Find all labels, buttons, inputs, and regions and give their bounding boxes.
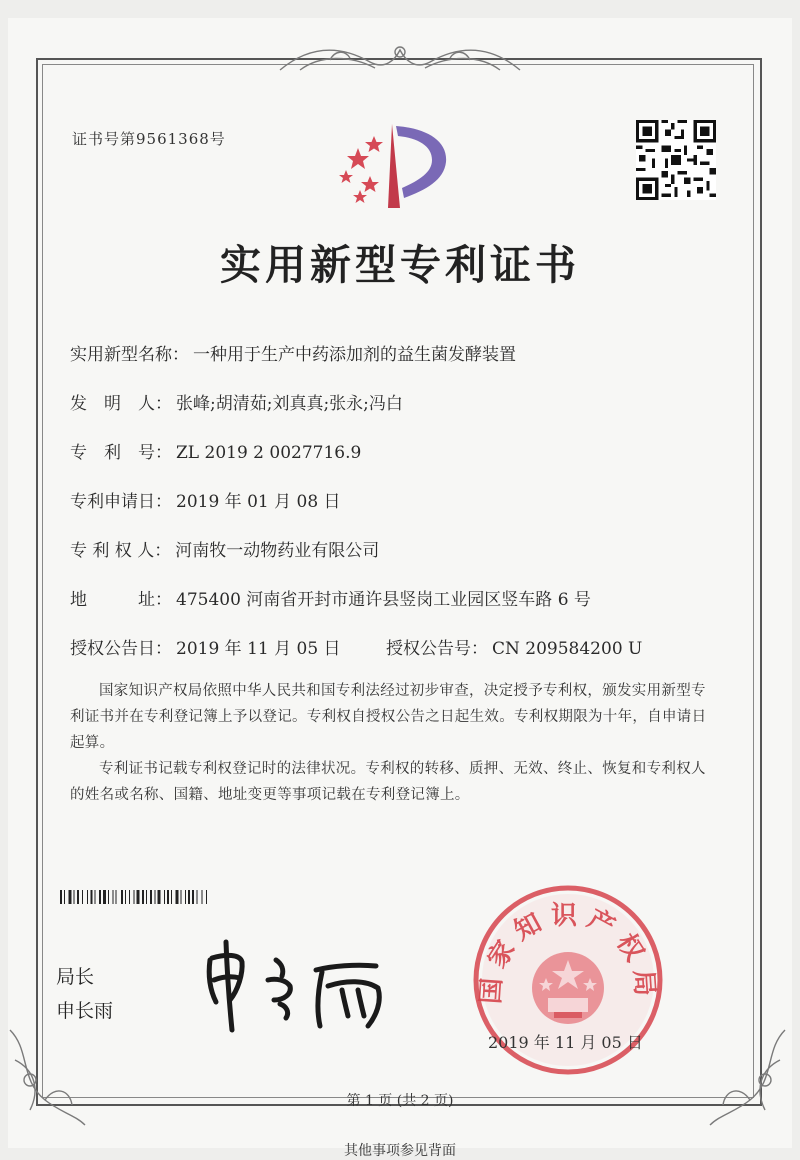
field-value: 475400 河南省开封市通许县竖岗工业园区竖车路 6 号	[176, 590, 591, 610]
cnipa-logo-icon	[330, 118, 460, 213]
top-ornament-icon	[270, 40, 530, 80]
field-value: 一种用于生产中药添加剂的益生菌发酵装置	[193, 345, 516, 365]
field-label: 发 明 人：	[70, 394, 172, 414]
field-label: 专 利 号：	[70, 443, 172, 463]
grant-date	[70, 634, 341, 659]
grant-number	[386, 634, 642, 659]
field-value: 2019 年 01 月 08 日	[176, 492, 341, 512]
seal-date: 2019 年 11 月 05 日	[488, 1033, 643, 1052]
field-address	[70, 585, 591, 610]
certificate-number: 证书号第9561368号	[72, 130, 226, 148]
field-value: ZL 2019 2 0027716.9	[176, 443, 362, 463]
certificate-title: 实用新型专利证书	[220, 241, 580, 289]
director-title: 局长	[56, 966, 95, 988]
bottom-left-ornament-icon	[0, 1020, 90, 1130]
field-label: 专 利 权 人：	[70, 541, 172, 561]
field-application-date	[70, 487, 341, 512]
field-value: 河南牧一动物药业有限公司	[175, 541, 380, 561]
grant-number-label: 授权公告号：	[386, 639, 488, 659]
footer-note: 其他事项参见背面	[344, 1143, 456, 1159]
qr-code-icon	[636, 120, 716, 200]
director-signature-icon	[196, 930, 396, 1040]
field-patent-number	[70, 438, 361, 463]
field-label: 地 址：	[70, 590, 172, 610]
grant-date-label: 授权公告日：	[70, 639, 172, 659]
seal-text: 国家知识产权局	[476, 901, 660, 1005]
field-inventors	[70, 389, 403, 414]
field-label: 实用新型名称：	[70, 345, 189, 365]
bottom-right-ornament-icon	[705, 1020, 795, 1130]
field-patentee	[70, 536, 379, 561]
legal-paragraph-2: 专利证书记载专利权登记时的法律状况。专利权的转移、质押、无效、终止、恢复和专利权人的姓名或名称、国籍、地址变更等事项记载在专利登记簿上。	[70, 761, 706, 803]
director-name: 申长雨	[56, 1000, 114, 1022]
legal-paragraph-1: 国家知识产权局依照中华人民共和国专利法经过初步审查，决定授予专利权，颁发实用新型专利证书并在专利登记簿上予以登记。专利权自授权公告之日起生效。专利权期限为十年，自申请日起算。	[70, 683, 707, 751]
barcode-icon	[60, 890, 280, 904]
grant-date-value: 2019 年 11 月 05 日	[176, 639, 341, 659]
field-label: 专利申请日：	[70, 492, 172, 512]
field-utility-name	[70, 340, 516, 365]
page-number: 第 1 页 (共 2 页)	[346, 1093, 454, 1109]
grant-number-value: CN 209584200 U	[492, 639, 643, 659]
field-value: 张峰;胡清茹;刘真真;张永;冯白	[176, 394, 403, 414]
